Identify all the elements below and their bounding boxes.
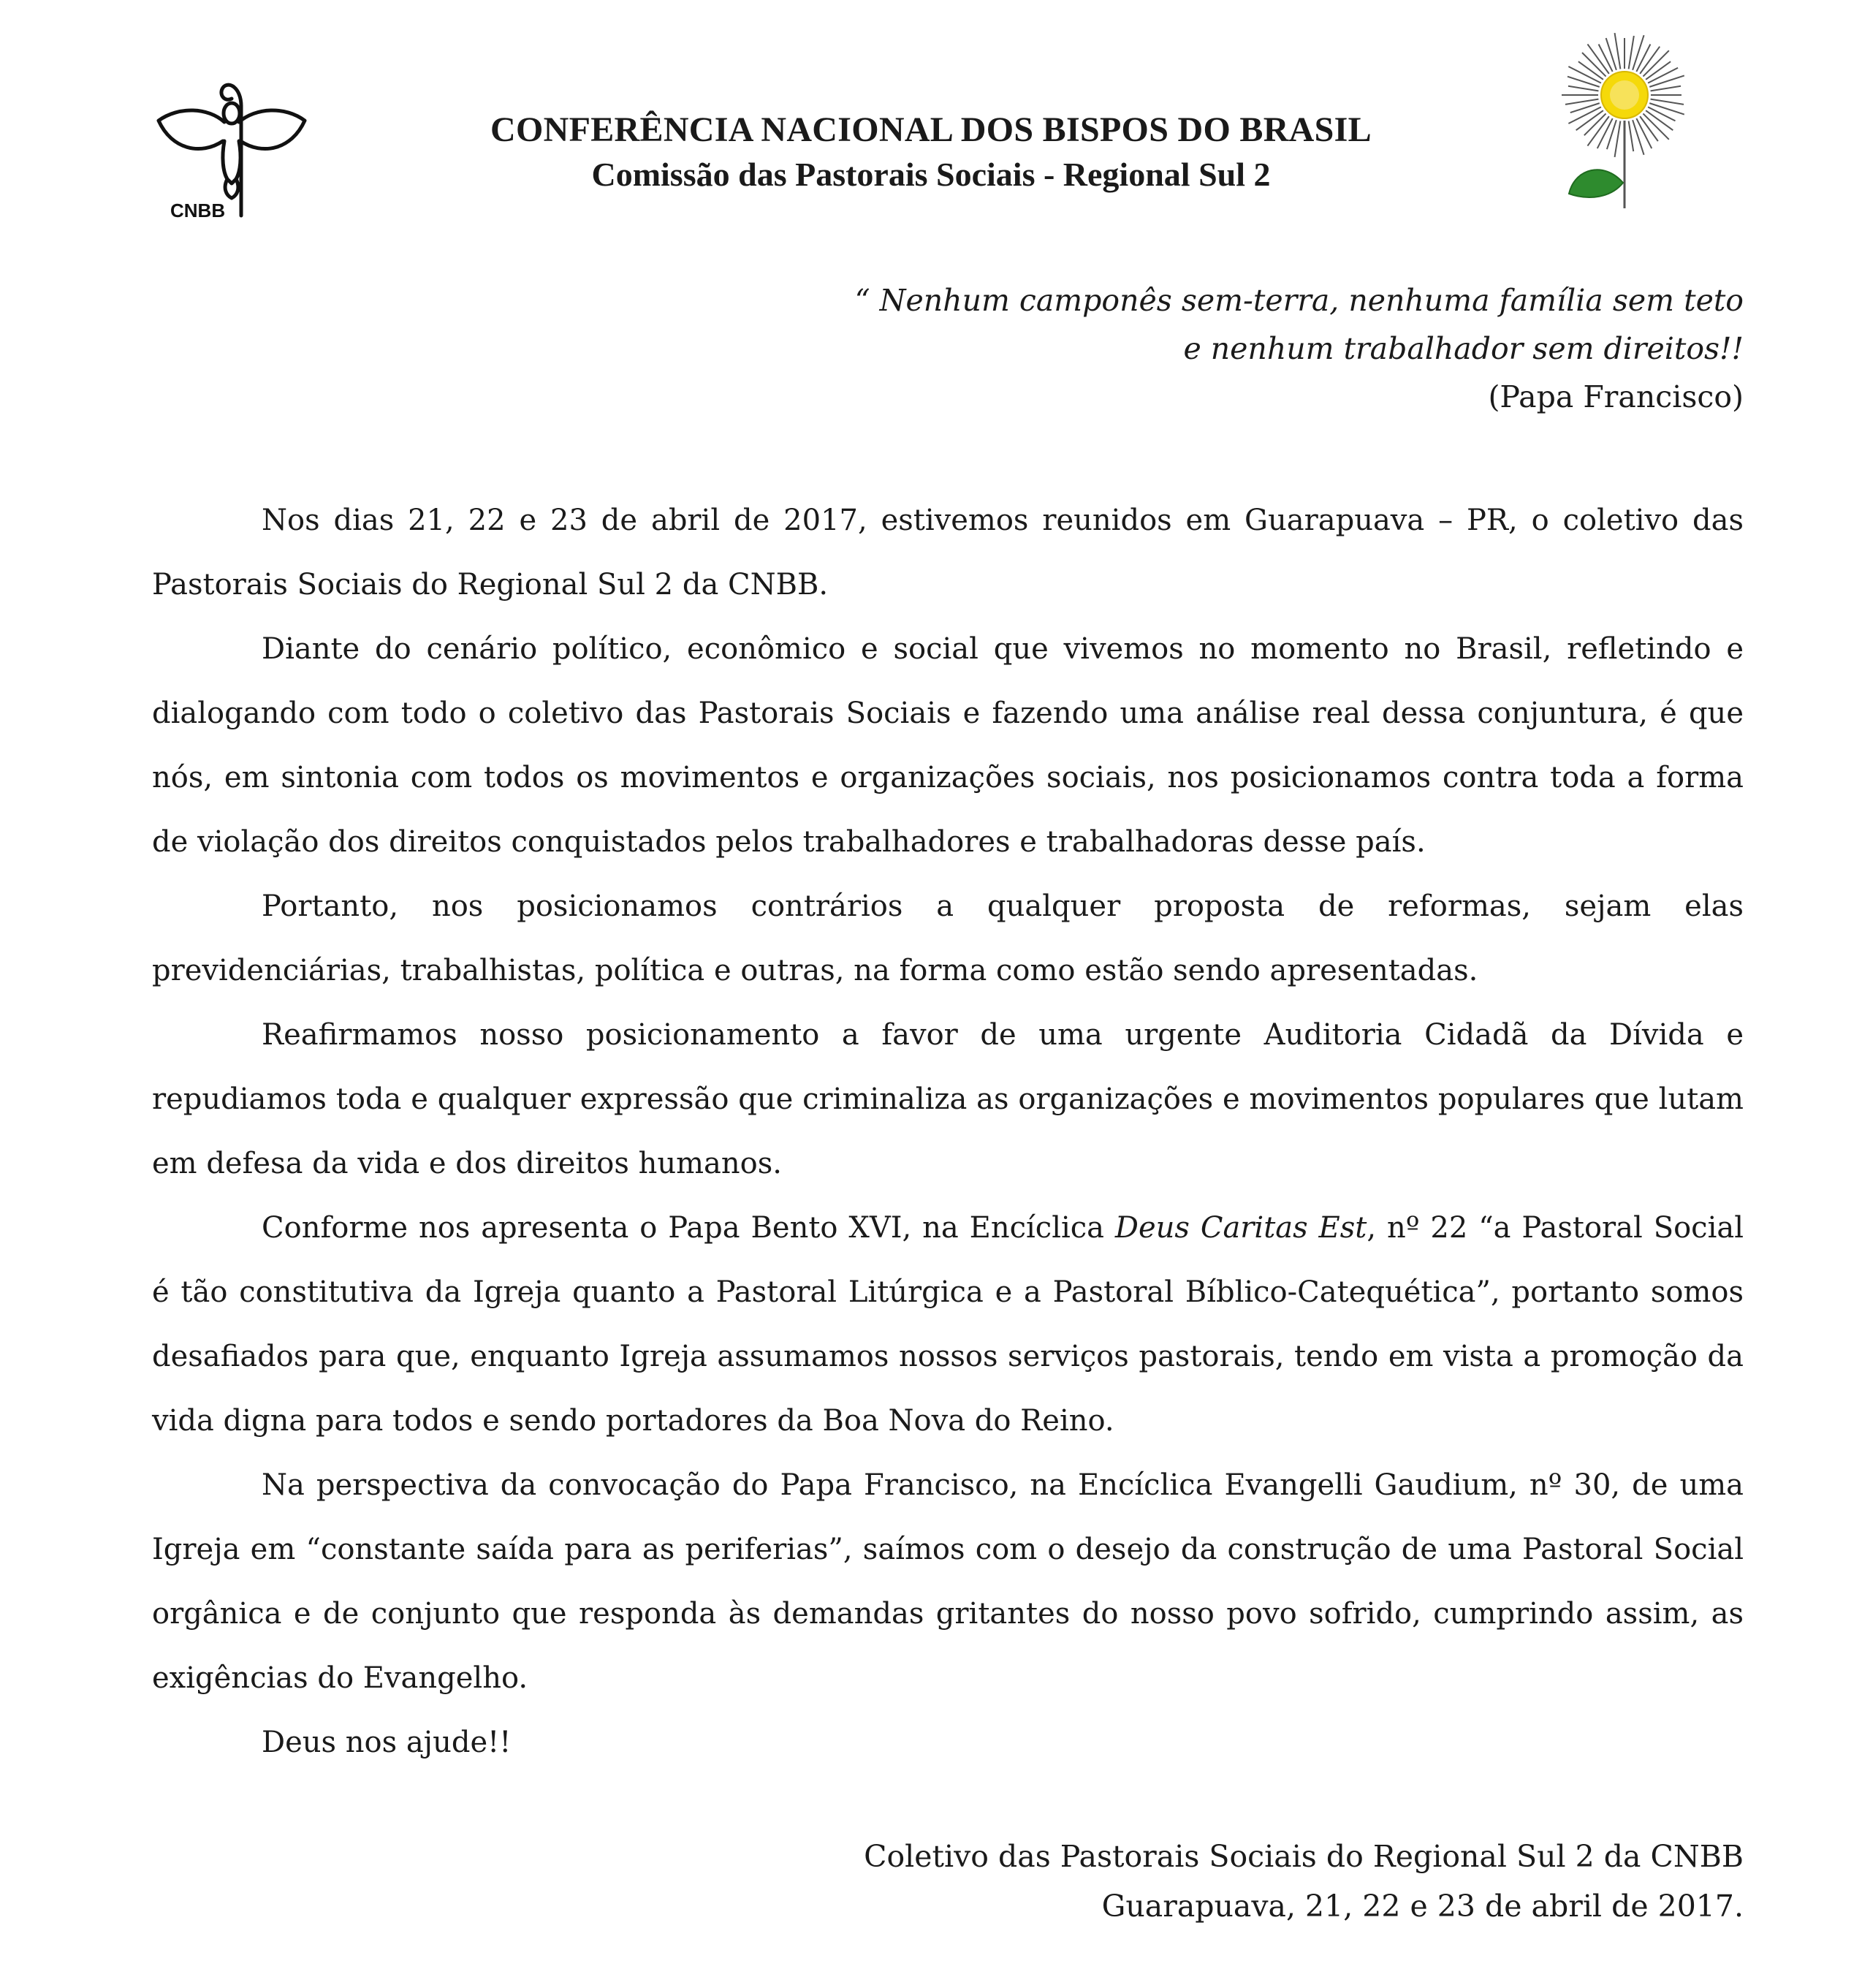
sunflower-petal — [1649, 75, 1684, 86]
organization-title: CONFERÊNCIA NACIONAL DOS BISPOS DO BRASIL — [490, 110, 1372, 149]
signature-block — [864, 1832, 1744, 1931]
organization-subtitle: Comissão das Pastorais Sociais - Regional Sul 2 — [591, 156, 1271, 193]
sunflower-petal — [1629, 121, 1634, 151]
paragraph-5-end: , nº 22 “a Pastoral Social é tão constitutiva da Igreja quanto a Pastoral Litúrgica e a Pastoral Bíblico-Catequética”, portanto somos desafiados para que, enquanto Igreja assumamos nossos serviços pastorais, tendo em vista a promoção da vida digna para todos e sendo portadores da Boa Nova do Reino. — [152, 1211, 1744, 1438]
epigraph-quote — [855, 276, 1744, 421]
signature-organization: Coletivo das Pastorais Sociais do Regional Sul 2 da CNBB — [864, 1839, 1744, 1874]
paragraph-5-start: Conforme nos apresenta o Papa Bento XVI, na Encíclica — [262, 1211, 1115, 1245]
sunflower-petal — [1606, 38, 1616, 70]
letter-body — [152, 488, 1744, 1775]
paragraph-1: Nos dias 21, 22 e 23 de abril de 2017, estivemos reunidos em Guarapuava – PR, o coletivo das Pastorais Sociais do Regional Sul 2 da CNBB. — [152, 504, 1744, 602]
sunflower-petal — [1568, 86, 1598, 91]
paragraph-6: Na perspectiva da convocação do Papa Francisco, na Encíclica Evangelli Gaudium, nº 30, de uma Igreja em “constante saída para as periferias”, saímos com o desejo da construção de uma Pastoral Social orgânica e de conjunto que responda às demandas gritantes do nosso povo sofrido, cumprindo assim, as exigências do Evangelho. — [152, 1468, 1744, 1695]
letterhead — [0, 0, 1862, 234]
sunflower-petal — [1599, 45, 1613, 72]
paragraph-5 — [152, 1196, 1744, 1453]
sunflower-petal — [1636, 45, 1650, 72]
sunflower-petal — [1649, 103, 1684, 114]
cnbb-logo-label: CNBB — [170, 200, 226, 221]
sunflower-petal — [1615, 33, 1621, 69]
closing-line: Deus nos ajude!! — [262, 1726, 512, 1759]
sunflower-petal — [1629, 36, 1634, 69]
paragraph-4: Reafirmamos nosso posicionamento a favor de uma urgente Auditoria Cidadã da Dívida e repudiamos toda e qualquer expressão que criminaliza as organizações e movimentos populares que lutam em defesa da vida e dos direitos humanos. — [152, 1018, 1744, 1180]
sunflower-petal — [1607, 120, 1616, 149]
quote-line-1: “ Nenhum camponês sem-terra, nenhuma família sem teto — [854, 283, 1744, 318]
encyclical-title: Deus Caritas Est — [1114, 1211, 1367, 1245]
quote-attribution: (Papa Francisco) — [1488, 379, 1744, 414]
sunflower-petal — [1648, 107, 1675, 121]
signature-place-date: Guarapuava, 21, 22 e 23 de abril de 2017. — [1101, 1889, 1744, 1924]
sunflower-petal — [1651, 86, 1681, 91]
sunflower-petal — [1633, 35, 1644, 70]
quote-line-2: e nenhum trabalhador sem direitos!! — [1183, 331, 1744, 366]
sunflower-petal — [1565, 99, 1598, 105]
paragraph-2: Diante do cenário político, econômico e social que vivemos no momento no Brasil, refletindo e dialogando com todo o coletivo das Pastorais Sociais e fazendo uma análise real dessa conjuntura, é que nós, em sintonia com todos os movimentos e organizações sociais, nos posicionamos contra toda a forma de violação dos direitos conquistados pelos trabalhadores e trabalhadoras desse país. — [152, 632, 1744, 859]
sunflower-icon — [1553, 33, 1695, 212]
paragraph-3: Portanto, nos posicionamos contrários a qualquer proposta de reformas, sejam elas previdenciárias, trabalhistas, política e outras, na forma como estão sendo apresentadas. — [152, 889, 1744, 987]
sunflower-petal — [1651, 99, 1684, 105]
sunflower-petal — [1570, 103, 1600, 113]
sunflower-petal — [1568, 77, 1600, 87]
sunflower-petal — [1615, 121, 1621, 157]
sunflower-petal — [1633, 120, 1644, 155]
